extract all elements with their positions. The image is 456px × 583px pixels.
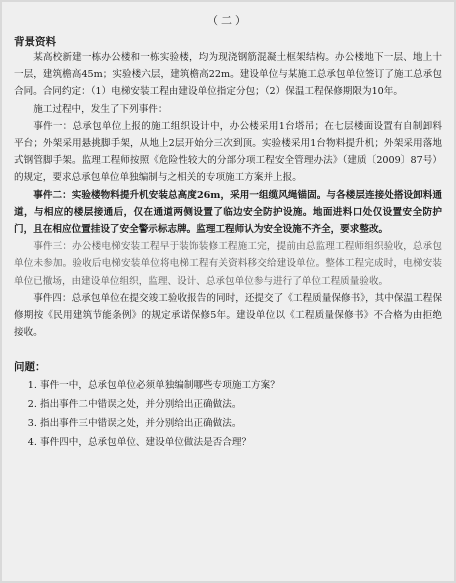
question-item: 4. 事件四中，总承包单位、建设单位做法是否合理？	[40, 433, 442, 452]
paragraph-event-4: 事件四：总承包单位在提交竣工验收报告的同时，还提交了《工程质量保修书》，其中保温工程保修期按《民用建筑节能条例》的规定承诺保修5年。建设单位以《工程质量保修书》不合格为由拒绝接收。	[14, 292, 442, 339]
paragraph-event-1: 事件一：总承包单位上报的施工组织设计中，办公楼采用1台塔吊；在七层楼面设置有自制卸料平台；外架采用悬挑脚手架，从地上2层开始分三次到顶。实验楼采用1台物料提升机；外架采用落地式钢管脚手架。监理工程师按照《危险性较大的分部分项工程安全管理办法》（建质〔2009〕87号）的规定，要求总承包单位单独编制与之相关的专项施工方案并上报。	[14, 120, 442, 184]
question-item: 2. 指出事件二中错误之处，并分别给出正确做法。	[40, 395, 442, 414]
background-heading: 背景资料	[14, 36, 56, 48]
document-page	[2, 2, 454, 581]
paragraph-event-3: 事件三：办公楼电梯安装工程早于装饰装修工程施工完，提前由总监理工程师组织验收，总承包单位未参加。验收后电梯安装单位将电梯工程有关资料移交给建设单位。整体工程完成时，电梯安装单位已撤场，由建设单位组织，监理、设计、总承包单位参与进行了单位工程质量验收。	[14, 241, 442, 287]
questions-heading: 问题：	[14, 361, 46, 374]
paragraph-events-lead: 施工过程中，发生了下列事件：	[33, 103, 168, 115]
section-number: （二）	[207, 14, 249, 27]
question-item: 1. 事件一中，总承包单位必须单独编制哪些专项施工方案？	[40, 376, 442, 395]
paragraph-event-2: 事件二：实验楼物料提升机安装总高度26m，采用一组缆风绳锚固。与各楼层连接处搭设卸料通道，与相应的楼层接通后，仅在通道两侧设置了临边安全防护设施。地面进料口处仅设置安全防护门，且在相应位置挂设了安全警示标志牌。监理工程师认为安全设施不齐全，要求整改。	[14, 189, 442, 236]
question-item: 3. 指出事件三中错误之处，并分别给出正确做法。	[40, 414, 442, 433]
questions-list	[14, 376, 442, 452]
paragraph-intro: 某高校新建一栋办公楼和一栋实验楼，均为现浇钢筋混凝土框架结构。办公楼地下一层、地上十一层，建筑檐高45m；实验楼六层，建筑檐高22m。建设单位与某施工总承包单位签订了施工总承包合同。合同约定：（1）电梯安装工程由建设单位指定分包；（2）保温工程保修期限为10年。	[14, 52, 442, 98]
